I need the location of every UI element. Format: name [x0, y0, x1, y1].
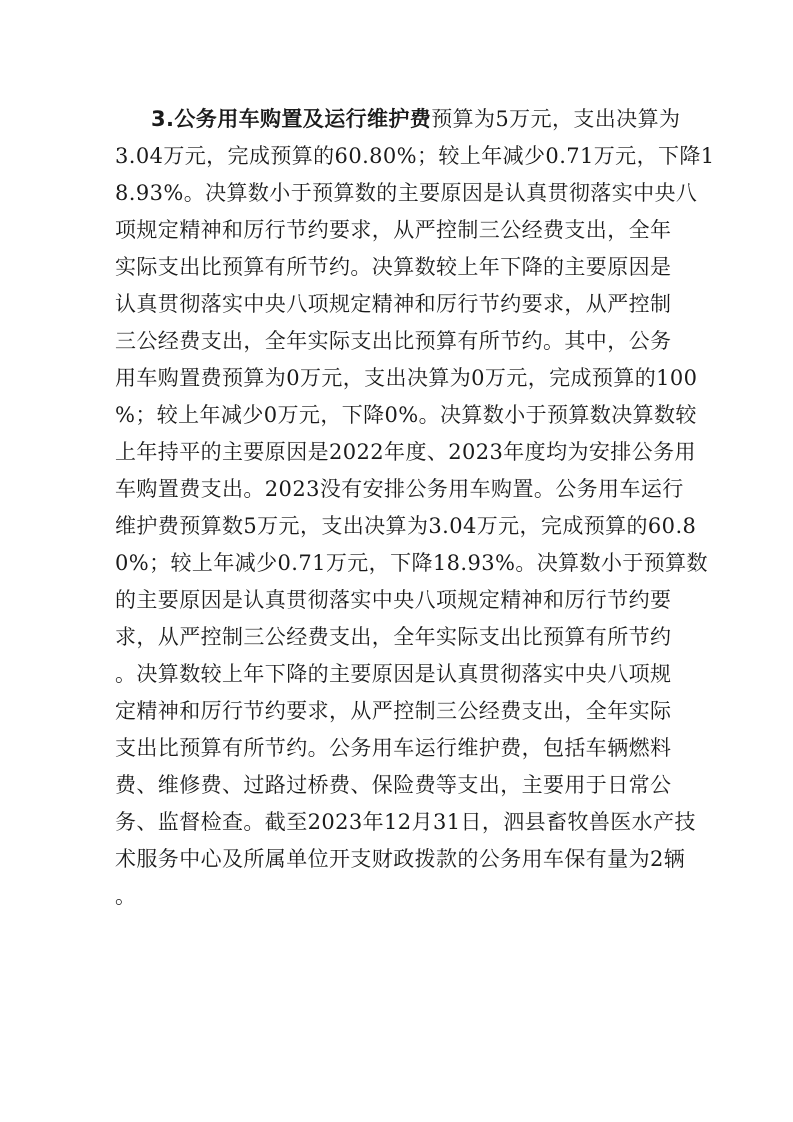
paragraph-line: 三公经费支出，全年实际支出比预算有所节约。其中，公务: [115, 329, 672, 353]
paragraph-line-1: [151, 105, 680, 133]
paragraph-line: 务、监督检查。截至2023年12月31日，泗县畜牧兽医水产技: [115, 810, 696, 834]
paragraph-line: 。: [115, 884, 137, 908]
paragraph-line: 0%；较上年减少0.71万元，下降18.93%。决算数小于预算数: [115, 551, 708, 575]
paragraph-line: 用车购置费预算为0万元，支出决算为0万元，完成预算的100: [115, 366, 698, 390]
paragraph-line: 术服务中心及所属单位开支财政拨款的公务用车保有量为2辆: [115, 847, 686, 871]
section-heading: 3.公务用车购置及运行维护费: [151, 107, 432, 131]
paragraph-line: 实际支出比预算有所节约。决算数较上年下降的主要原因是: [115, 255, 672, 279]
paragraph-line: 认真贯彻落实中央八项规定精神和厉行节约要求，从严控制: [115, 292, 672, 316]
paragraph-line: 费、维修费、过路过桥费、保险费等支出，主要用于日常公: [115, 773, 672, 797]
paragraph-line: 3.04万元，完成预算的60.80%；较上年减少0.71万元，下降1: [115, 144, 715, 168]
paragraph-line: 支出比预算有所节约。公务用车运行维护费，包括车辆燃料: [115, 736, 672, 760]
paragraph-line: 求，从严控制三公经费支出，全年实际支出比预算有所节约: [115, 625, 672, 649]
paragraph-line: 的主要原因是认真贯彻落实中央八项规定精神和厉行节约要: [115, 588, 672, 612]
paragraph-line: 车购置费支出。2023没有安排公务用车购置。公务用车运行: [115, 477, 684, 501]
paragraph-line: 维护费预算数5万元，支出决算为3.04万元，完成预算的60.8: [115, 514, 697, 538]
paragraph-line: 8.93%。决算数小于预算数的主要原因是认真贯彻落实中央八: [115, 181, 698, 205]
paragraph-line: 定精神和厉行节约要求，从严控制三公经费支出，全年实际: [115, 699, 672, 723]
paragraph-line: 。决算数较上年下降的主要原因是认真贯彻落实中央八项规: [115, 662, 672, 686]
paragraph-line-text: 预算为5万元，支出决算为: [431, 107, 681, 131]
paragraph-line: 上年持平的主要原因是2022年度、2023年度均为安排公务用: [115, 440, 696, 464]
paragraph-line: %；较上年减少0万元，下降0%。决算数小于预算数决算数较: [115, 403, 697, 427]
paragraph-line: 项规定精神和厉行节约要求，从严控制三公经费支出，全年: [115, 218, 672, 242]
